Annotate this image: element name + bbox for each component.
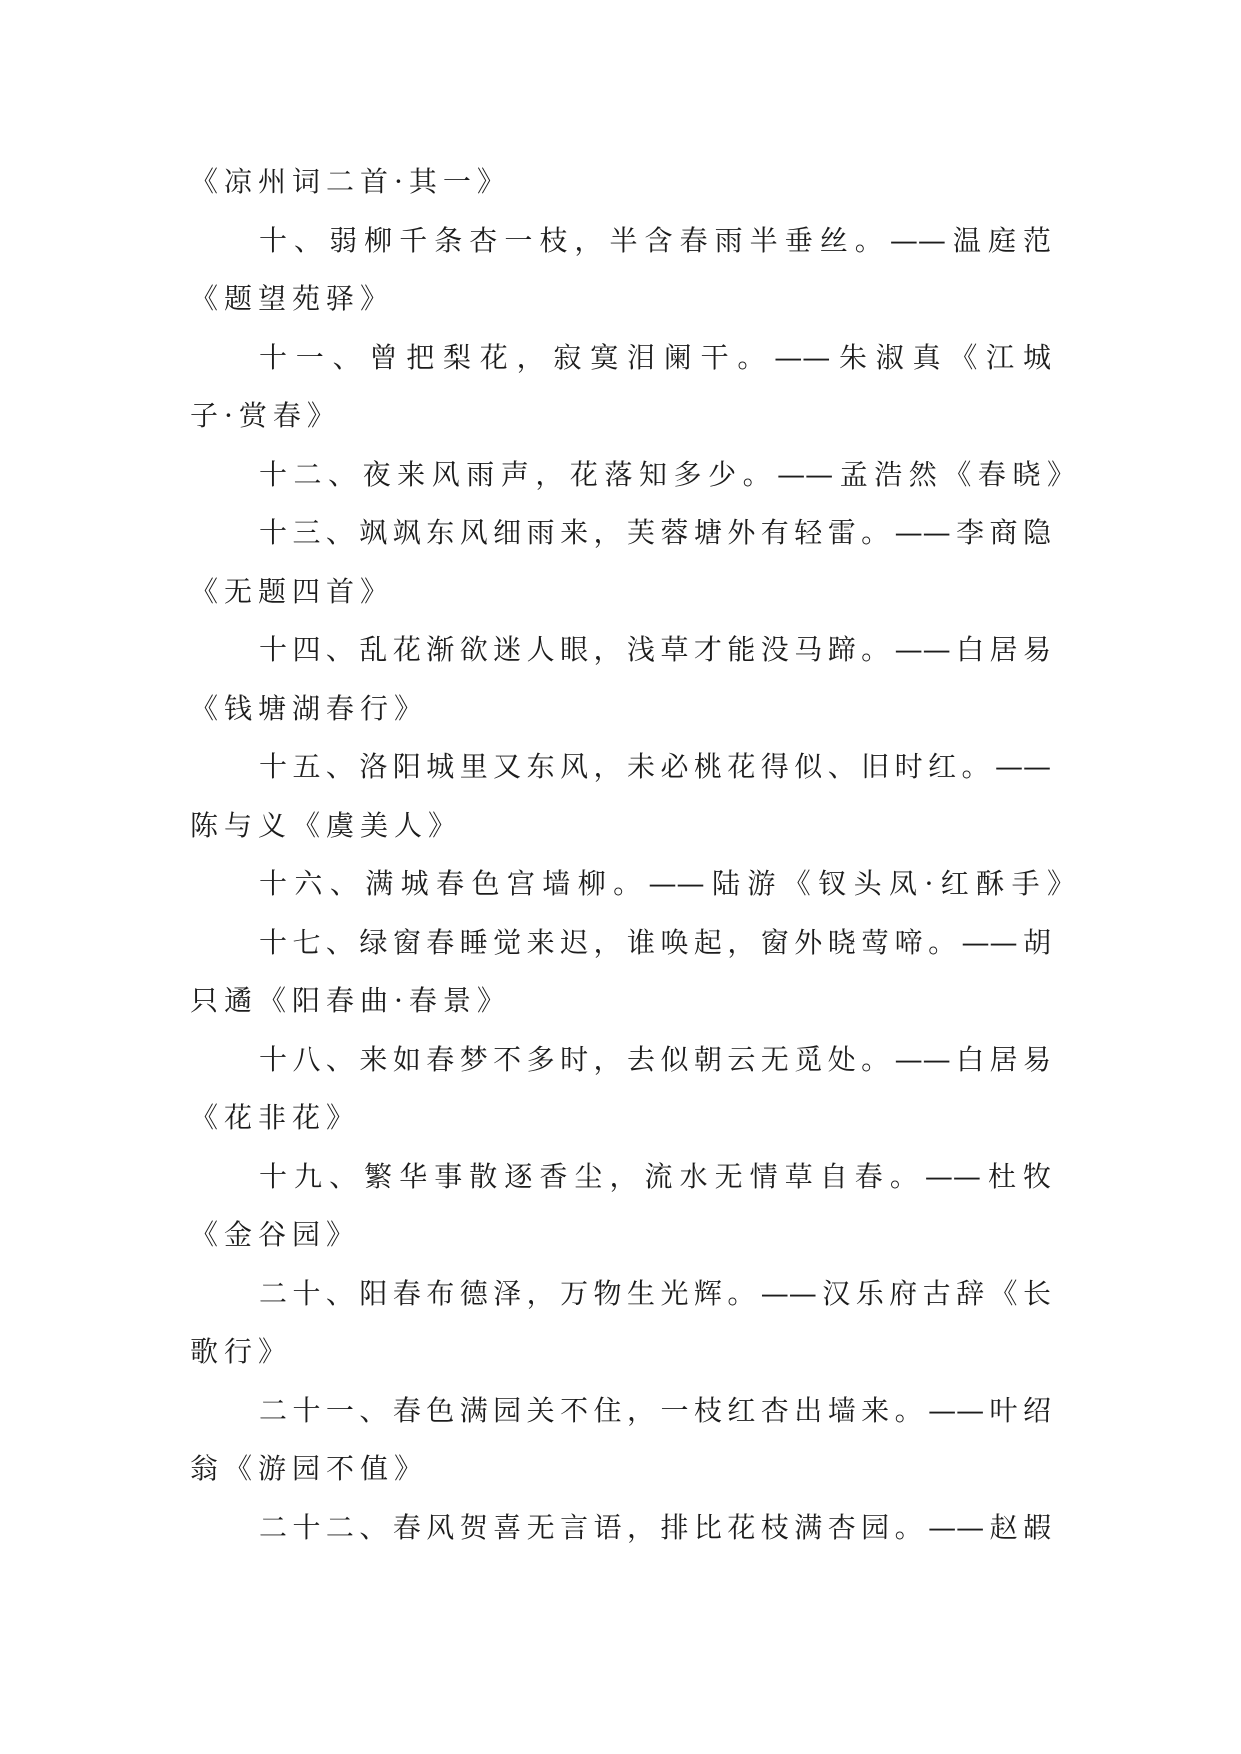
text-line: 《无题四首》 [190, 574, 395, 608]
poem-entry [190, 1031, 1051, 1148]
text-line: 子·赏春》 [190, 399, 341, 432]
document-body [190, 153, 1075, 1557]
text-line: 十四、乱花渐欲迷人眼，浅草才能没马蹄。——白居易 [259, 633, 1051, 666]
text-line: 只遹《阳春曲·春景》 [190, 984, 511, 1017]
text-line: 十七、绿窗春睡觉来迟，谁唤起，窗外晓莺啼。——胡 [259, 925, 1051, 959]
text-line: 陈与义《虞美人》 [190, 808, 463, 842]
text-line: 十、弱柳千条杏一枝，半含春雨半垂丝。——温庭范 [259, 223, 1051, 257]
poem-entry [190, 855, 1075, 914]
text-line: 《花非花》 [190, 1101, 361, 1134]
text-line: 十五、洛阳城里又东风，未必桃花得似、旧时红。—— [259, 750, 1051, 783]
text-line: 二十一、春色满园关不住，一枝红杏出墙来。——叶绍 [259, 1393, 1051, 1427]
poem-entry [190, 738, 1051, 855]
poem-entry [190, 1148, 1051, 1265]
poem-entry [190, 1265, 1051, 1382]
poem-entry [190, 621, 1051, 738]
text-line: 二十二、春风贺喜无言语，排比花枝满杏园。——赵嘏 [259, 1510, 1051, 1544]
text-line: 十八、来如春梦不多时，去似朝云无觅处。——白居易 [259, 1042, 1051, 1076]
text-line: 《题望苑驿》 [190, 282, 395, 315]
poem-entry [190, 212, 1051, 329]
text-line: 《金谷园》 [190, 1218, 361, 1251]
poem-entry [190, 329, 1051, 446]
citation-continued [190, 153, 1051, 212]
text-line: 二十、阳春布德泽，万物生光辉。——汉乐府古辞《长 [259, 1276, 1051, 1310]
text-line: 十六、满城春色宫墙柳。——陆游《钗头凤·红酥手》 [259, 867, 1075, 900]
poem-entry [190, 446, 1075, 505]
text-line: 翁《游园不值》 [190, 1452, 429, 1485]
text-line: 十三、飒飒东风细雨来，芙蓉塘外有轻雷。——李商隐 [259, 516, 1051, 549]
text-line: 歌行》 [190, 1335, 293, 1368]
text-line: 十一、曾把梨花，寂寞泪阑干。——朱淑真《江城 [259, 340, 1051, 374]
poem-entry [190, 1382, 1051, 1499]
text-line: 《凉州词二首·其一》 [190, 165, 511, 198]
poem-entry [190, 504, 1051, 621]
poem-entry [190, 914, 1051, 1031]
poem-entry [190, 1499, 1051, 1558]
text-line: 《钱塘湖春行》 [190, 691, 429, 725]
text-line: 十九、繁华事散逐香尘，流水无情草自春。——杜牧 [259, 1159, 1051, 1193]
text-line: 十二、夜来风雨声，花落知多少。——孟浩然《春晓》 [259, 457, 1075, 491]
